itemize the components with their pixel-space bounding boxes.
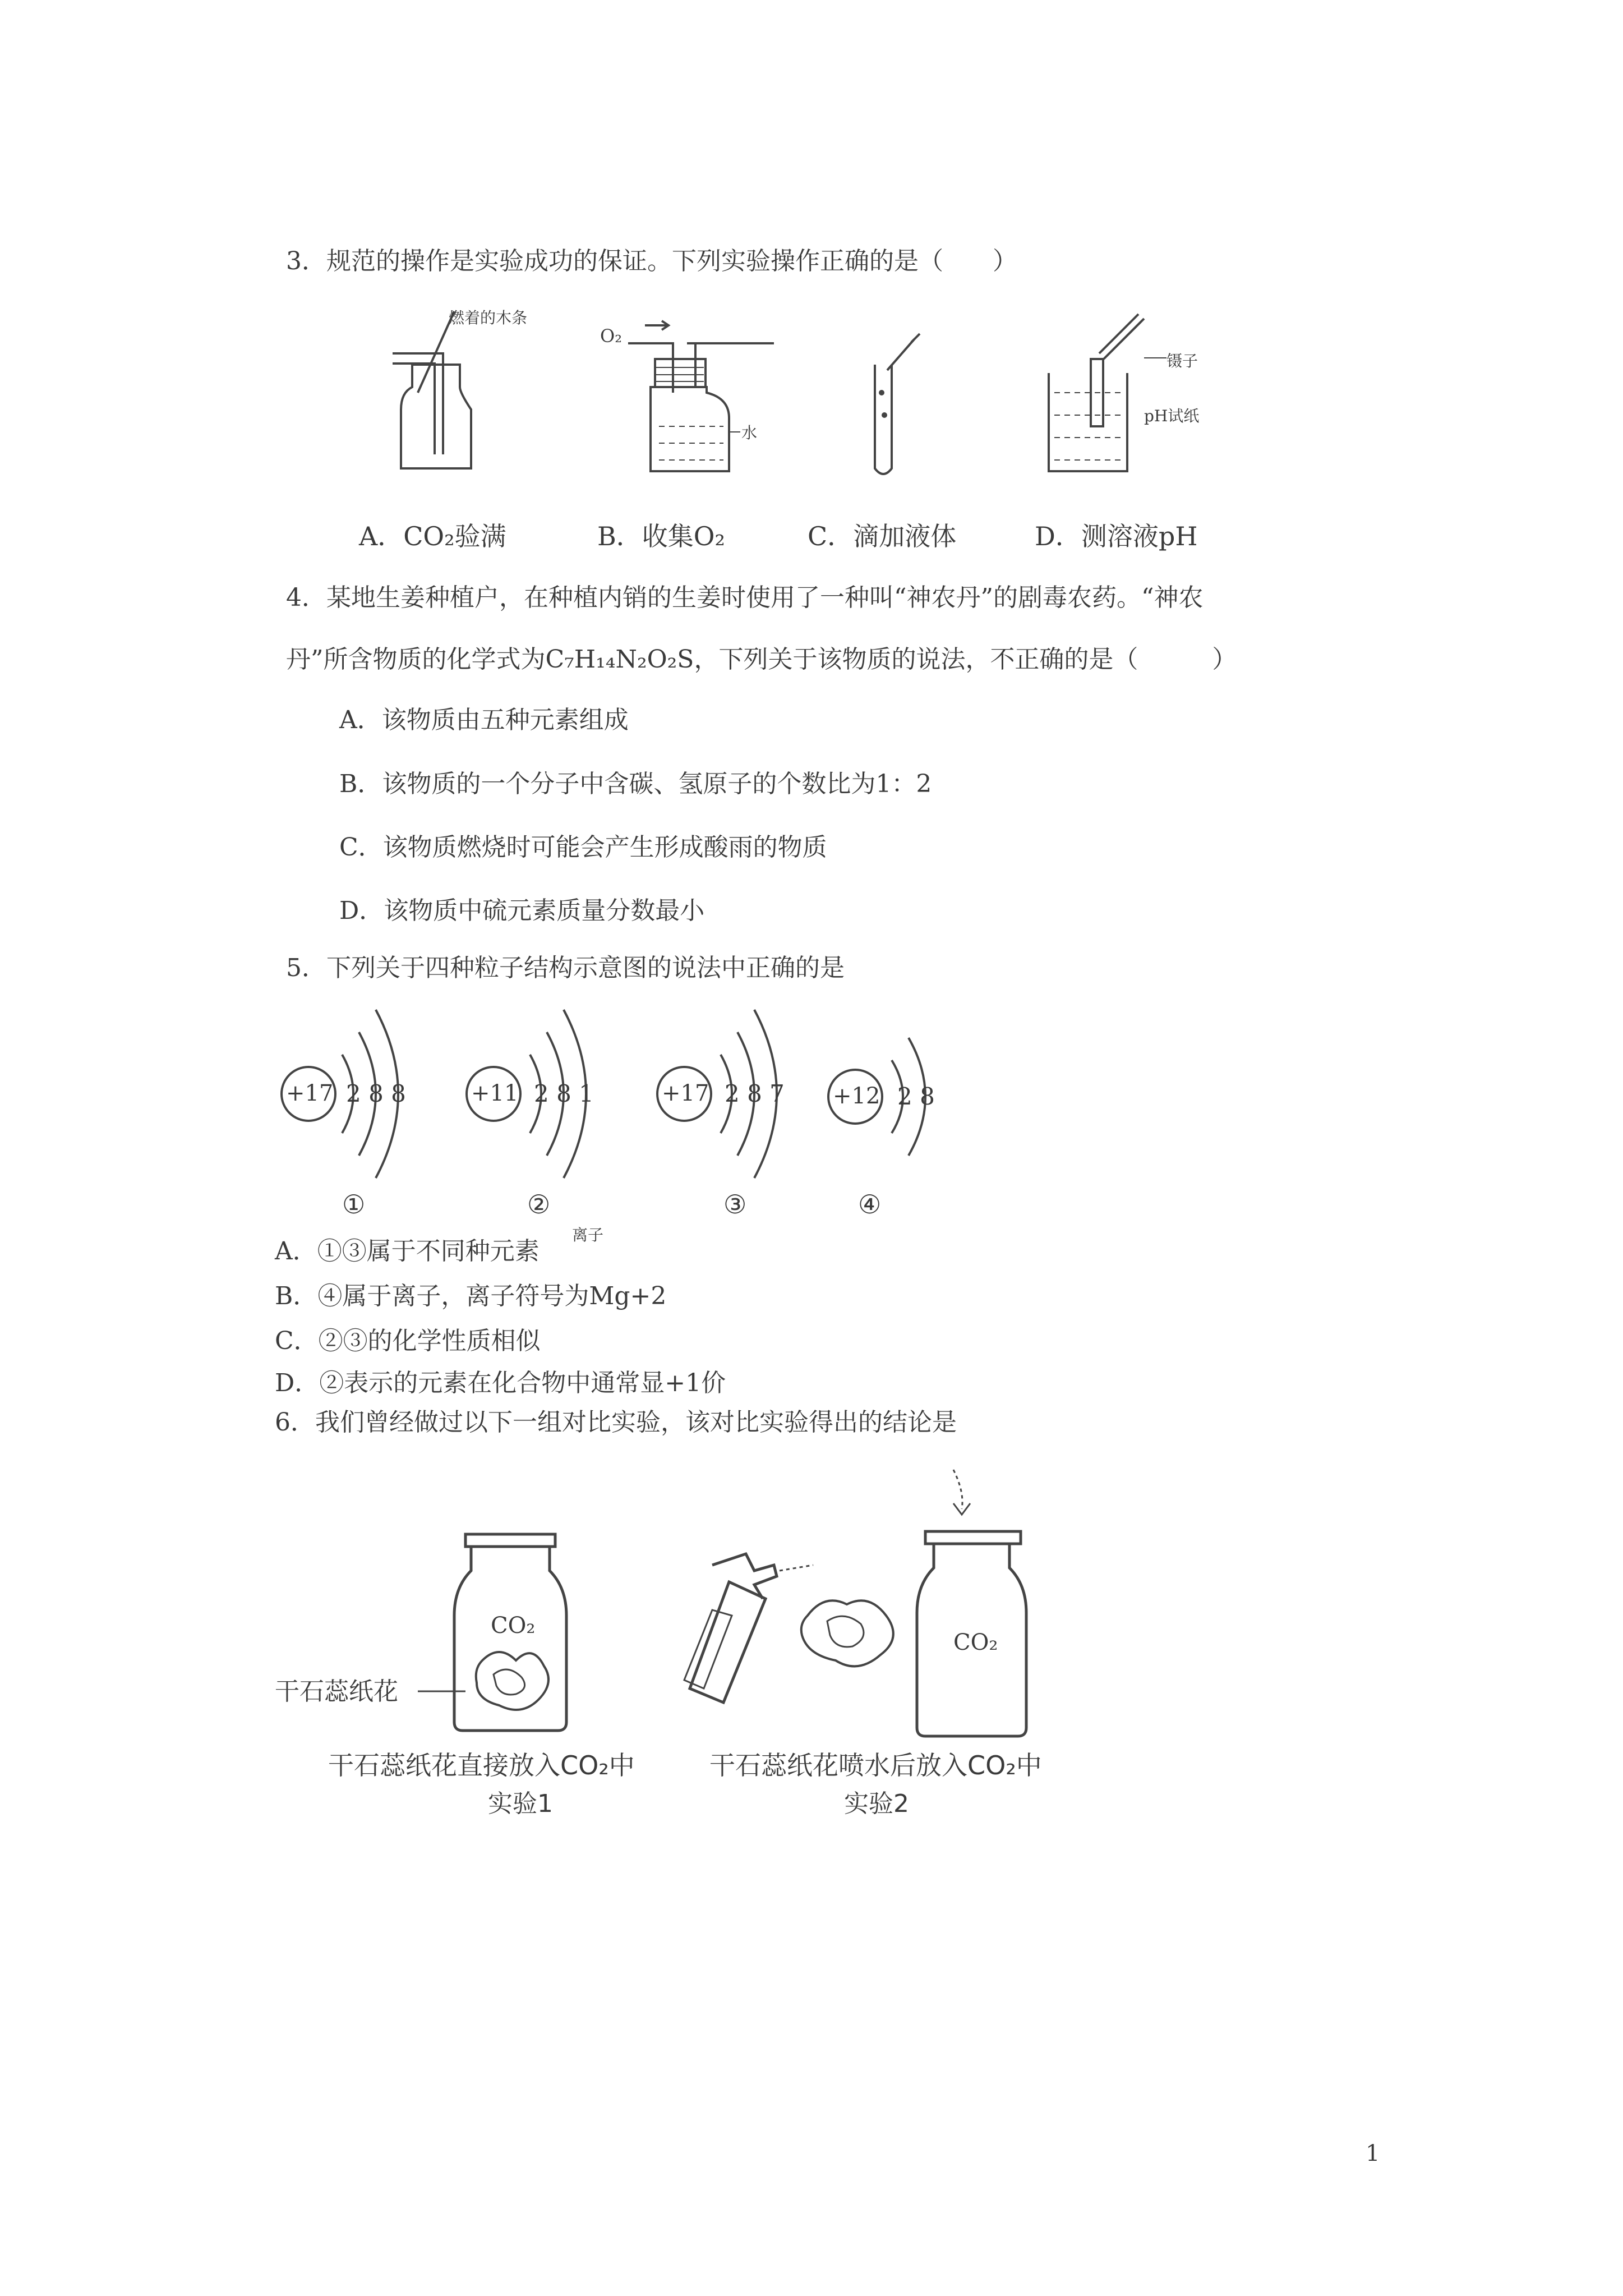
q4-option-b: B．该物质的一个分子中含碳、氢原子的个数比为1：2 bbox=[339, 770, 932, 798]
particle-3-mark: ③ bbox=[723, 1189, 747, 1220]
q4-option-c: C．该物质燃烧时可能会产生形成酸雨的物质 bbox=[339, 833, 827, 862]
particle-4-mark: ④ bbox=[858, 1189, 882, 1220]
particle-3-nucleus: +17 bbox=[662, 1080, 709, 1106]
q3-option-a: A．CO₂验满 bbox=[359, 521, 506, 551]
ph-paper-label: pH试纸 bbox=[1144, 407, 1200, 425]
q4-option-a: A．该物质由五种元素组成 bbox=[339, 706, 629, 734]
q4-stem-line1: 4．某地生姜种植户，在种植内销的生姜时使用了一种叫“神农丹”的剧毒农药。“神农 bbox=[286, 583, 1204, 612]
burning-stick-label: 燃着的木条 bbox=[449, 309, 528, 327]
particle-2-nucleus: +11 bbox=[471, 1080, 519, 1106]
q5-option-a: A．①③属于不同种元素 bbox=[275, 1237, 540, 1266]
spray-bottle bbox=[684, 1554, 813, 1703]
particle-1-mark: ① bbox=[342, 1189, 366, 1220]
q6-stem: 6．我们曾经做过以下一组对比实验，该对比实验得出的结论是 bbox=[275, 1408, 957, 1437]
particle-4-nucleus: +12 bbox=[833, 1083, 880, 1109]
page-number: 1 bbox=[1366, 2141, 1380, 2166]
particle-1-shells: 2 8 8 bbox=[346, 1080, 406, 1107]
q3-stem: 3．规范的操作是实验成功的保证。下列实验操作正确的是（ ） bbox=[286, 247, 1017, 275]
o2-label: O₂ bbox=[600, 325, 623, 347]
q3-option-c: C．滴加液体 bbox=[808, 521, 957, 551]
q3-option-d: D．测溶液pH bbox=[1035, 521, 1198, 551]
q5-option-d: D．②表示的元素在化合物中通常显+1价 bbox=[275, 1369, 726, 1397]
experiment-2-label: 实验2 bbox=[844, 1789, 909, 1818]
q4-option-d: D．该物质中硫元素质量分数最小 bbox=[339, 896, 705, 925]
water-label: 水 bbox=[741, 424, 758, 442]
jar-2-co2-label: CO₂ bbox=[953, 1630, 998, 1655]
scribble-note: 离子 bbox=[572, 1226, 604, 1244]
experiment-1-caption: 干石蕊纸花直接放入CO₂中 bbox=[328, 1750, 635, 1780]
particle-3-shells: 2 8 7 bbox=[725, 1080, 785, 1107]
q4-stem-line2: 丹”所含物质的化学式为C₇H₁₄N₂O₂S，下列关于该物质的说法，不正确的是（ ） bbox=[286, 645, 1237, 674]
q5-stem: 5．下列关于四种粒子结构示意图的说法中正确的是 bbox=[286, 954, 845, 982]
particle-2-mark: ② bbox=[527, 1189, 551, 1220]
particle-2-shells: 2 8 1 bbox=[534, 1080, 594, 1107]
sprayed-flower bbox=[801, 1600, 893, 1666]
tweezers-label: 镊子 bbox=[1166, 352, 1198, 370]
dry-litmus-flower-label: 干石蕊纸花 bbox=[275, 1677, 398, 1706]
particle-1-nucleus: +17 bbox=[286, 1080, 334, 1106]
jar-1-co2-label: CO₂ bbox=[491, 1613, 536, 1639]
particle-4-shells: 2 8 bbox=[897, 1083, 935, 1110]
q5-option-b: B．④属于离子，离子符号为Mg+2 bbox=[275, 1282, 667, 1310]
q3-option-b: B．收集O₂ bbox=[597, 521, 725, 551]
experiment-1-label: 实验1 bbox=[488, 1789, 553, 1818]
experiment-2-caption: 干石蕊纸花喷水后放入CO₂中 bbox=[709, 1750, 1042, 1780]
q5-option-c: C．②③的化学性质相似 bbox=[275, 1327, 541, 1355]
